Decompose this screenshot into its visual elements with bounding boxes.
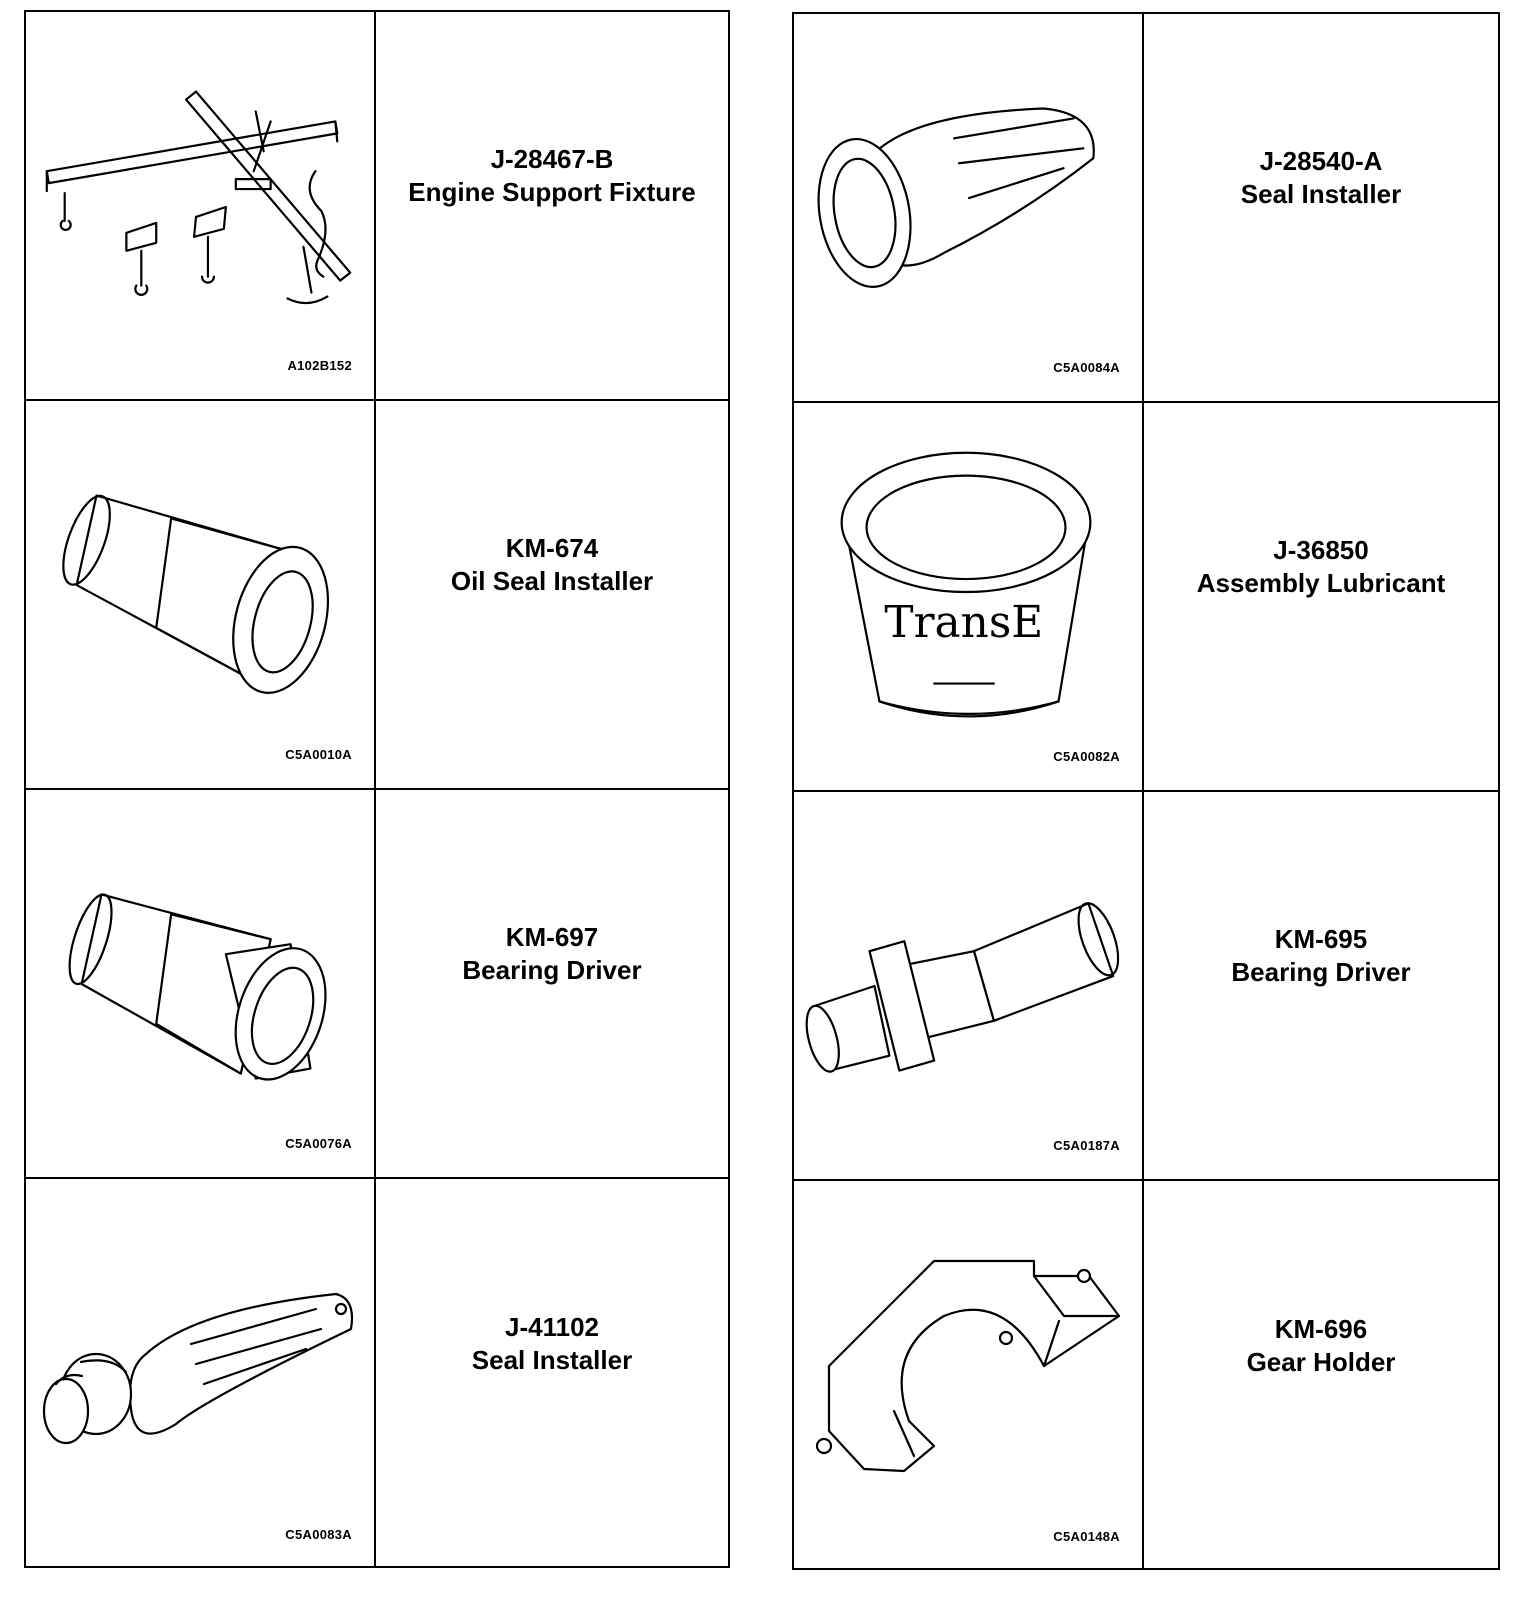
tool-description [1144,403,1498,790]
tool-illustration [794,14,1144,401]
engine-support-fixture-icon [26,12,374,399]
bearing-driver-icon [26,790,374,1177]
tool-row [26,790,728,1179]
tool-illustration [26,790,376,1177]
part-number: KM-695 [1274,923,1368,954]
tub-label: TransE [884,596,1044,648]
tool-name: Seal Installer [1240,178,1402,209]
tool-illustration [794,1181,1144,1570]
tool-description [1144,14,1498,401]
tool-name: Bearing Driver [1231,956,1411,987]
figure-code: C5A0083A [285,1527,352,1542]
tool-row [794,403,1498,792]
tool-row [26,1179,728,1568]
part-number: J-28540-A [1259,145,1383,176]
seal-installer-icon [794,14,1142,401]
part-number: KM-697 [505,921,599,952]
part-number: J-28467-B [490,143,614,174]
tool-name: Assembly Lubricant [1196,567,1446,598]
tool-description [376,1179,728,1568]
part-number: J-41102 [505,1311,599,1342]
gear-holder-icon [794,1181,1142,1570]
tool-row [794,792,1498,1181]
tool-name: Engine Support Fixture [408,176,696,207]
tool-illustration [26,401,376,788]
tool-illustration [794,792,1144,1179]
tool-name: Gear Holder [1246,1346,1396,1377]
left-tool-table [24,10,730,1568]
figure-code: C5A0084A [1053,360,1120,375]
seal-installer-icon [26,1179,374,1568]
oil-seal-installer-icon [26,401,374,788]
tool-illustration [26,12,376,399]
tool-illustration [794,403,1144,790]
part-number: J-36850 [1273,534,1369,565]
figure-code: C5A0082A [1053,749,1120,764]
part-number: KM-674 [505,532,599,563]
tool-name: Seal Installer [471,1344,633,1375]
tool-description [376,401,728,788]
tool-description [1144,792,1498,1179]
right-tool-table [792,12,1500,1570]
bearing-driver-icon [794,792,1142,1179]
tool-row [794,1181,1498,1570]
tool-illustration [26,1179,376,1568]
figure-code: C5A0187A [1053,1138,1120,1153]
figure-code: C5A0148A [1053,1529,1120,1544]
tool-description [1144,1181,1498,1570]
figure-code: C5A0076A [285,1136,352,1151]
lubricant-tub-icon [794,403,1142,790]
part-number: KM-696 [1274,1313,1368,1344]
figure-code: A102B152 [287,358,352,373]
tool-name: Bearing Driver [462,954,642,985]
tool-row [26,12,728,401]
tool-name: Oil Seal Installer [450,565,654,596]
tool-description [376,790,728,1177]
figure-code: C5A0010A [285,747,352,762]
tool-row [794,14,1498,403]
tool-row [26,401,728,790]
tool-description [376,12,728,399]
